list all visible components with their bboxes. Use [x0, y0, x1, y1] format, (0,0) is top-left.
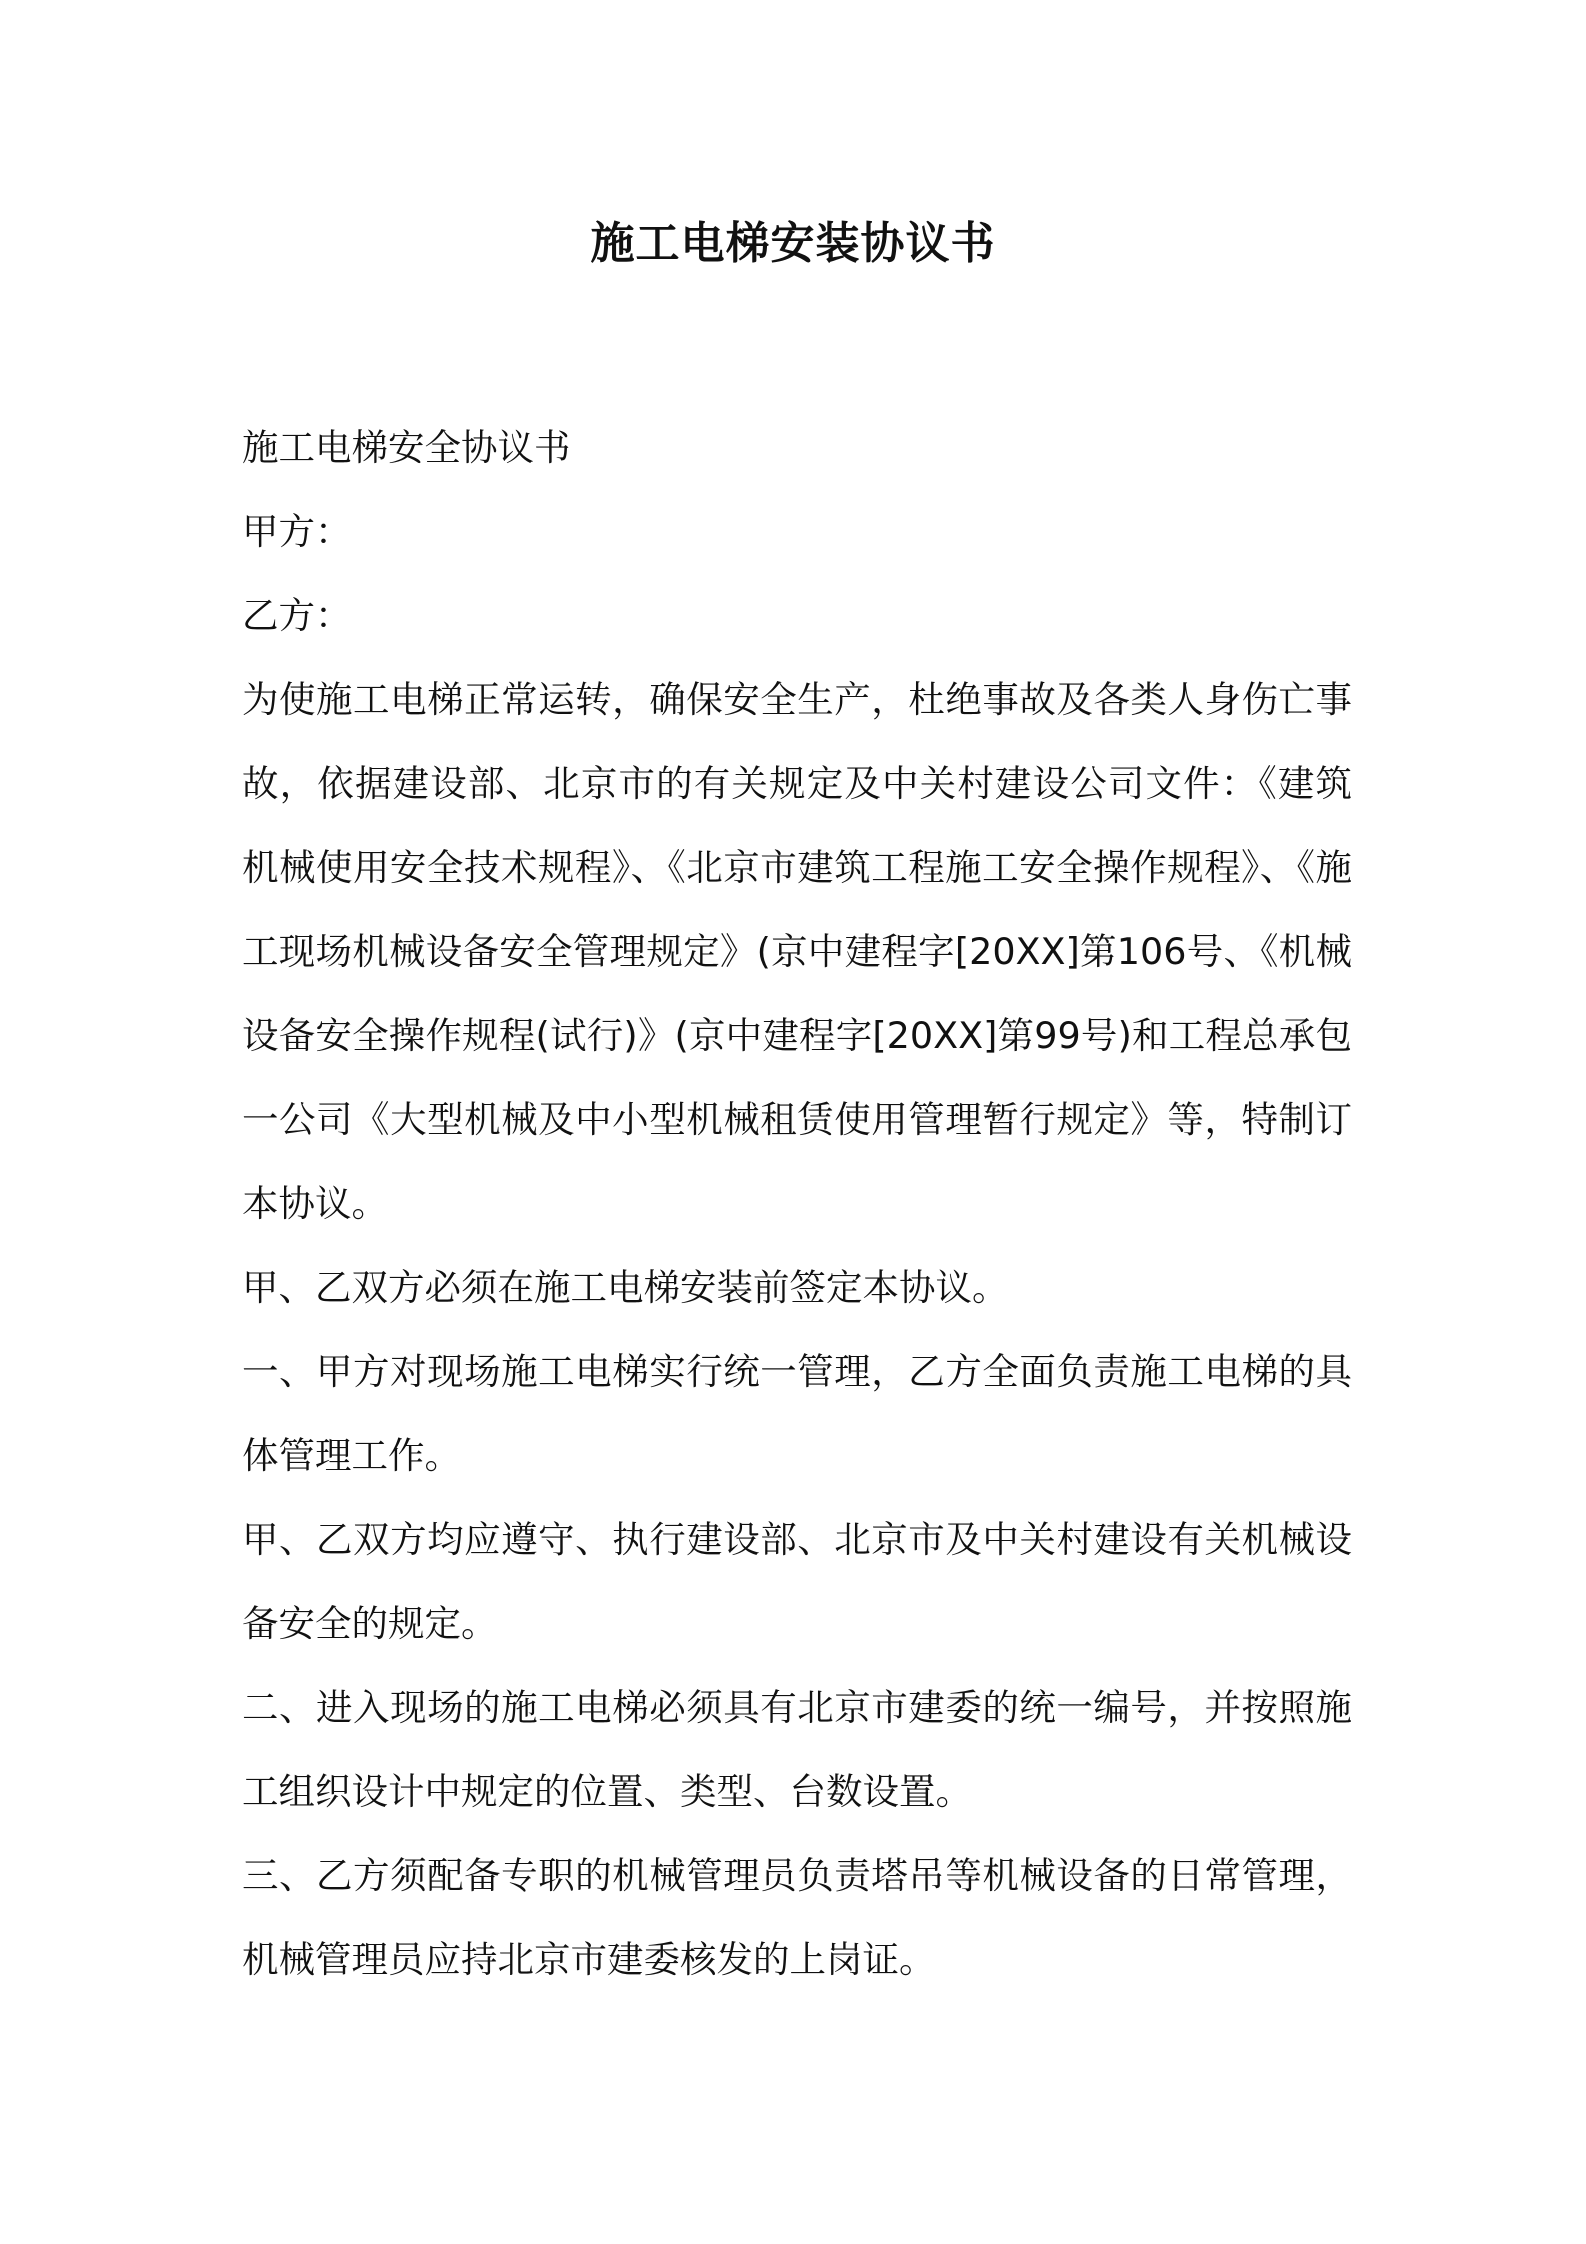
clause-2-paragraph: 二、进入现场的施工电梯必须具有北京市建委的统一编号，并按照施工组织设计中规定的位置、类型、台数设置。 — [242, 1686, 1352, 1813]
document-title: 施工电梯安装协议书 — [590, 218, 996, 269]
signing-paragraph: 甲、乙双方必须在施工电梯安装前签定本协议。 — [242, 1266, 1009, 1309]
party-b-line: 乙方： — [242, 594, 352, 637]
subtitle-paragraph: 施工电梯安全协议书 — [242, 426, 571, 469]
document-body — [242, 406, 1352, 2002]
compliance-paragraph: 甲、乙双方均应遵守、执行建设部、北京市及中关村建设有关机械设备安全的规定。 — [242, 1518, 1352, 1645]
clause-3-paragraph: 三、乙方须配备专职的机械管理员负责塔吊等机械设备的日常管理，机械管理员应持北京市建委核发的上岗证。 — [242, 1854, 1352, 1981]
purpose-paragraph: 为使施工电梯正常运转，确保安全生产，杜绝事故及各类人身伤亡事故，依据建设部、北京市的有关规定及中关村建设公司文件：《建筑机械使用安全技术规程》、《北京市建筑工程施工安全操作规程》、《施工现场机械设备安全管理规定》(京中建程字[20XX]第106号、《机械设备安全操作规程(试行)》(京中建程字[20XX]第99号)和工程总承包一公司《大型机械及中小型机械租赁使用管理暂行规定》等，特制订本协议。 — [242, 678, 1352, 1225]
clause-1-paragraph: 一、甲方对现场施工电梯实行统一管理，乙方全面负责施工电梯的具体管理工作。 — [242, 1350, 1352, 1477]
party-a-line: 甲方： — [242, 510, 352, 553]
